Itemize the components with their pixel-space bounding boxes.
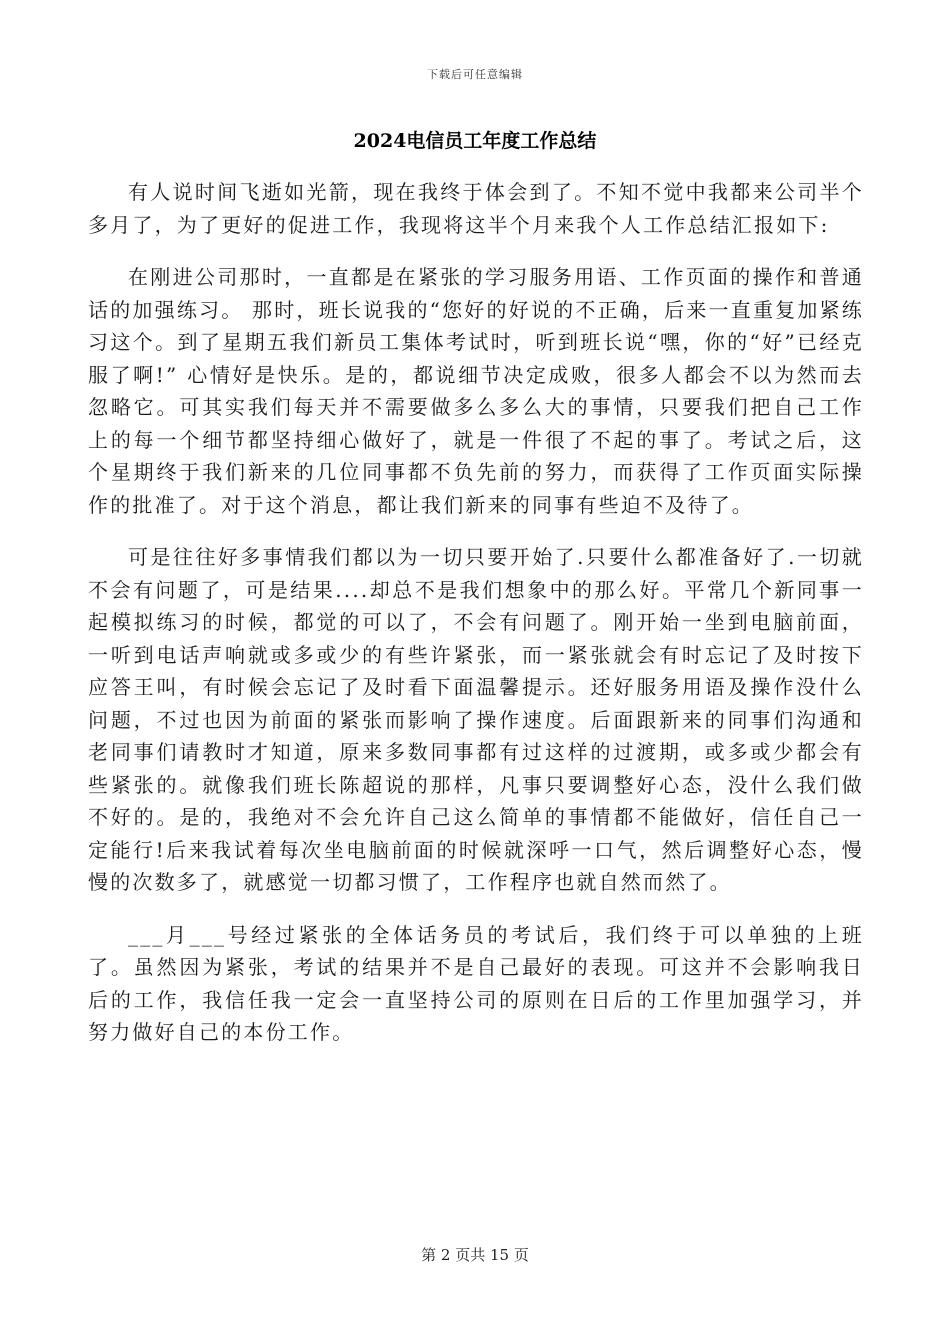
body-paragraph-3: 可是往往好多事情我们都以为一切只要开始了.只要什么都准备好了.一切就不会有问题了，可是结果....却总不是我们想象中的那么好。平常几个新同事一起模拟练习的时候，都觉的可以了，不会有问题了。刚开始一坐到电脑前面，一听到电话声响就或多或少的有些许紧张，而一紧张就会有时忘记了及时按下应答王叫，有时候会忘记了及时看下面温馨提示。还好服务用语及操作没什么问题，不过也因为前面的紧张而影响了操作速度。后面跟新来的同事们沟通和老同事们请教时才知道，原来多数同事都有过这样的过渡期，或多或少都会有些紧张的。就像我们班长陈超说的那样，凡事只要调整好心态，没什么我们做不好的。是的，我绝对不会允许自己这么简单的事情都不能做好，信任自己一定能行!后来我试着每次坐电脑前面的时候就深呼一口气，然后调整好心态，慢慢的次数多了，就感觉一切都习惯了，工作程序也就自然而然了。 bbox=[88, 545, 864, 894]
body-paragraph-1: 有人说时间飞逝如光箭，现在我终于体会到了。不知不觉中我都来公司半个多月了，为了更好的促进工作，我现将这半个月来我个人工作总结汇报如下: bbox=[88, 180, 864, 237]
document-title: 2024电信员工年度工作总结 bbox=[353, 130, 597, 152]
body-paragraph-2: 在刚进公司那时，一直都是在紧张的学习服务用语、工作页面的操作和普通话的加强练习。 那时，班长说我的“您好的好说的不正确，后来一直重复加紧练习这个。到了星期五我们新员工集体考试时，听到班长说“嘿，你的“好”已经克服了啊!” 心情好是快乐。是的，都说细节决定成败，很多人都会不以为然而去忽略它。可其实我们每天并不需要做多么多么大的事情，只要我们把自己工作上的每一个细节都坚持细心做好了，就是一件很了不起的事了。考试之后，这个星期终于我们新来的几位同事都不负先前的努力，而获得了工作页面实际操作的批准了。对于这个消息，都让我们新来的同事有些迫不及待了。 bbox=[88, 265, 864, 517]
body-paragraph-4: ___月___号经过紧张的全体话务员的考试后，我们终于可以单独的上班了。虽然因为紧张，考试的结果并不是自己最好的表现。可这并不会影响我日后的工作，我信任我一定会一直坚持公司的原则在日后的工作里加强学习，并努力做好自己的本份工作。 bbox=[88, 922, 864, 1044]
page-header-note: 下载后可任意编辑 bbox=[427, 68, 523, 81]
document-body bbox=[88, 176, 864, 1069]
page-number-footer: 第 2 页共 15 页 bbox=[421, 1246, 529, 1264]
